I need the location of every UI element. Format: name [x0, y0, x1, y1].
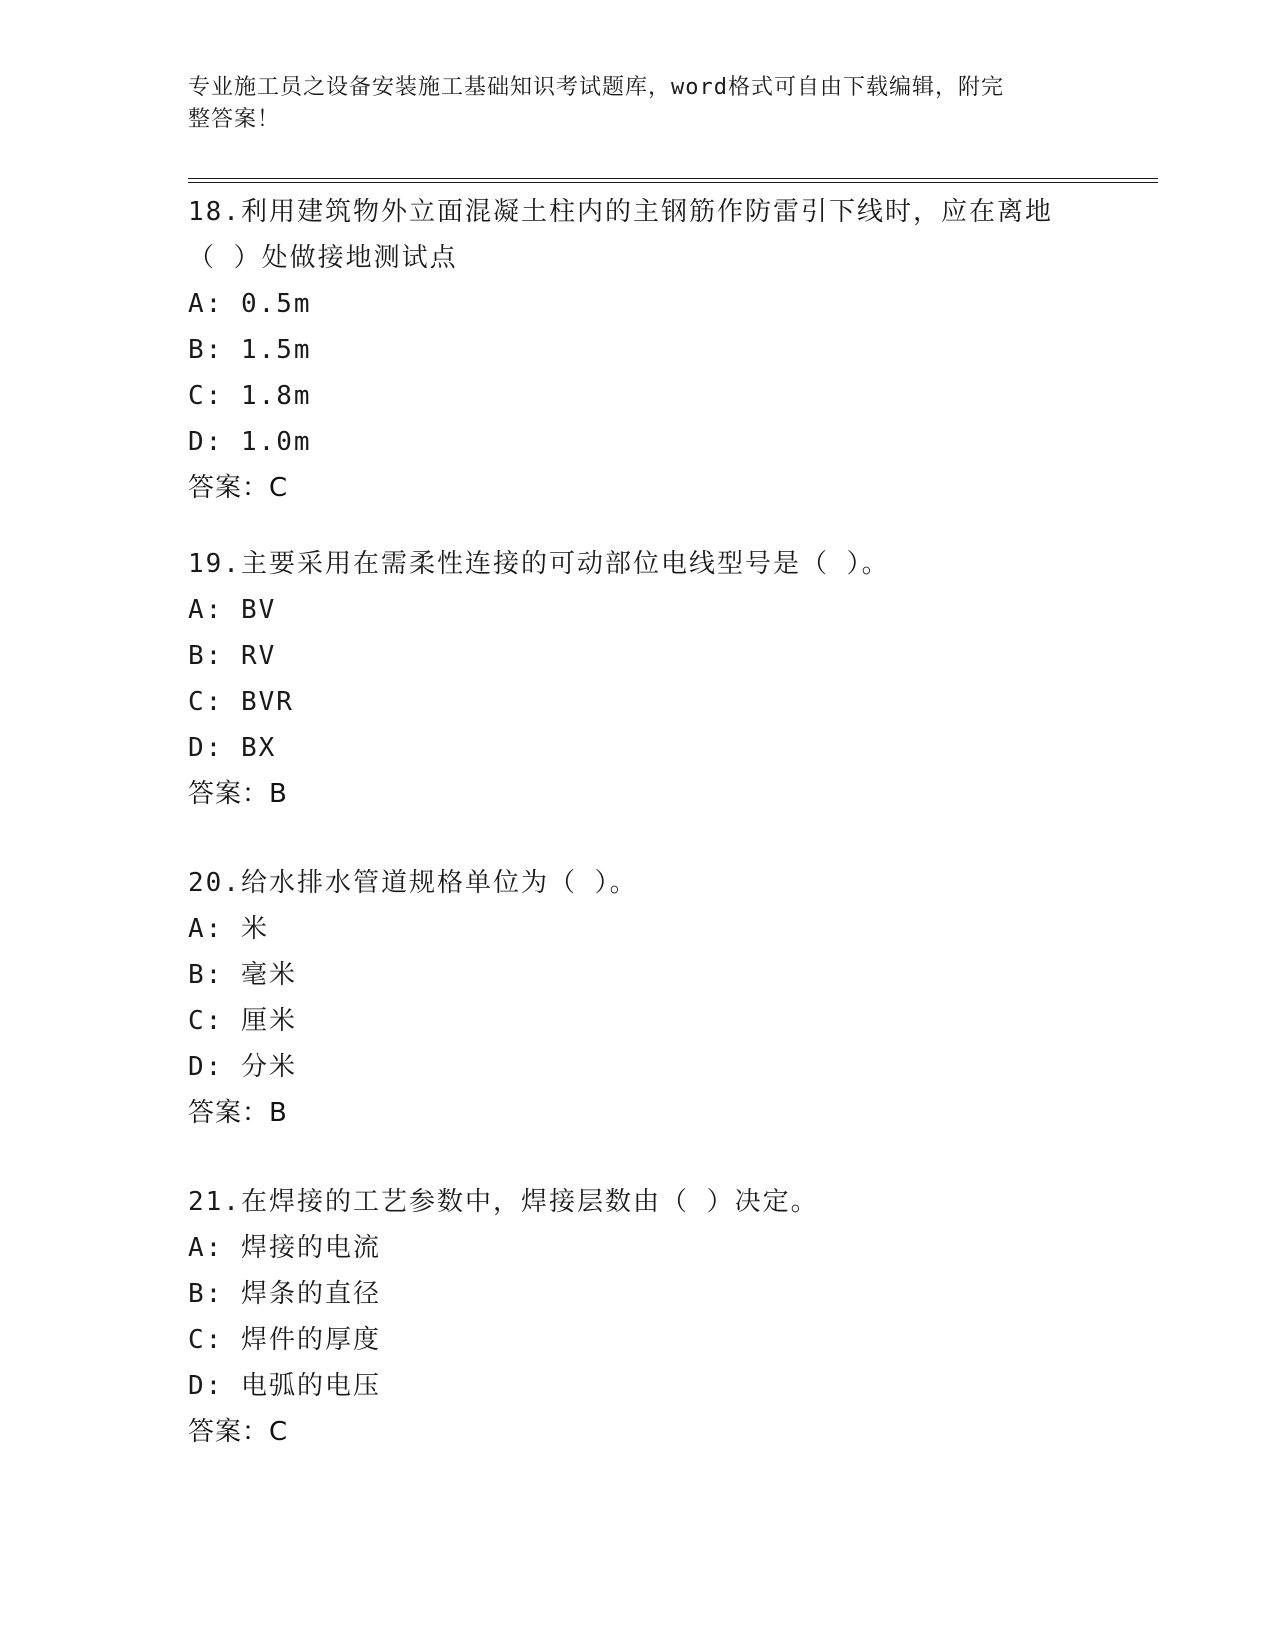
option-b: B: 1.5m — [188, 335, 312, 365]
option-d: D: 电弧的电压 — [188, 1371, 381, 1401]
document-header — [188, 72, 1068, 136]
answer-line — [188, 1090, 1088, 1136]
answer-label: 答案： — [188, 1417, 270, 1447]
question-stem-continued: （ ）处做接地测试点 — [188, 243, 458, 273]
question-stem: 21.在焊接的工艺参数中，焊接层数由（ ）决定。 — [188, 1187, 819, 1217]
option-a: A: 米 — [188, 914, 269, 944]
answer-line — [188, 465, 1088, 511]
question-20 — [188, 860, 1088, 1136]
answer-label: 答案： — [188, 1098, 270, 1128]
header-line-1: 专业施工员之设备安装施工基础知识考试题库，word格式可自由下载编辑，附完 — [188, 75, 1004, 100]
option-d: D: 1.0m — [188, 427, 312, 457]
option-a: A: BV — [188, 595, 277, 625]
question-stem: 18.利用建筑物外立面混凝土柱内的主钢筋作防雷引下线时，应在离地 — [188, 197, 1053, 227]
question-18 — [188, 189, 1088, 511]
option-c: C: 1.8m — [188, 381, 312, 411]
answer-label: 答案： — [188, 473, 270, 503]
option-a: A: 0.5m — [188, 289, 312, 319]
answer-value: C — [269, 1417, 289, 1447]
answer-line — [188, 771, 1088, 817]
option-b: B: 毫米 — [188, 960, 297, 990]
option-c: C: 厘米 — [188, 1006, 297, 1036]
option-c: C: BVR — [188, 687, 294, 717]
option-d: D: 分米 — [188, 1052, 297, 1082]
option-d: D: BX — [188, 733, 277, 763]
answer-line — [188, 1409, 1088, 1455]
header-divider-bottom — [188, 182, 1158, 183]
header-line-2: 整答案！ — [188, 107, 281, 132]
answer-label: 答案： — [188, 779, 270, 809]
question-stem: 20.给水排水管道规格单位为（ ）。 — [188, 868, 638, 898]
option-b: B: RV — [188, 641, 277, 671]
answer-value: B — [269, 1098, 288, 1128]
question-stem: 19.主要采用在需柔性连接的可动部位电线型号是（ ）。 — [188, 549, 890, 579]
question-19 — [188, 541, 1088, 817]
header-divider-top — [188, 178, 1158, 179]
option-a: A: 焊接的电流 — [188, 1233, 381, 1263]
option-b: B: 焊条的直径 — [188, 1279, 381, 1309]
option-c: C: 焊件的厚度 — [188, 1325, 381, 1355]
question-21 — [188, 1179, 1088, 1455]
answer-value: C — [269, 473, 289, 503]
answer-value: B — [269, 779, 288, 809]
